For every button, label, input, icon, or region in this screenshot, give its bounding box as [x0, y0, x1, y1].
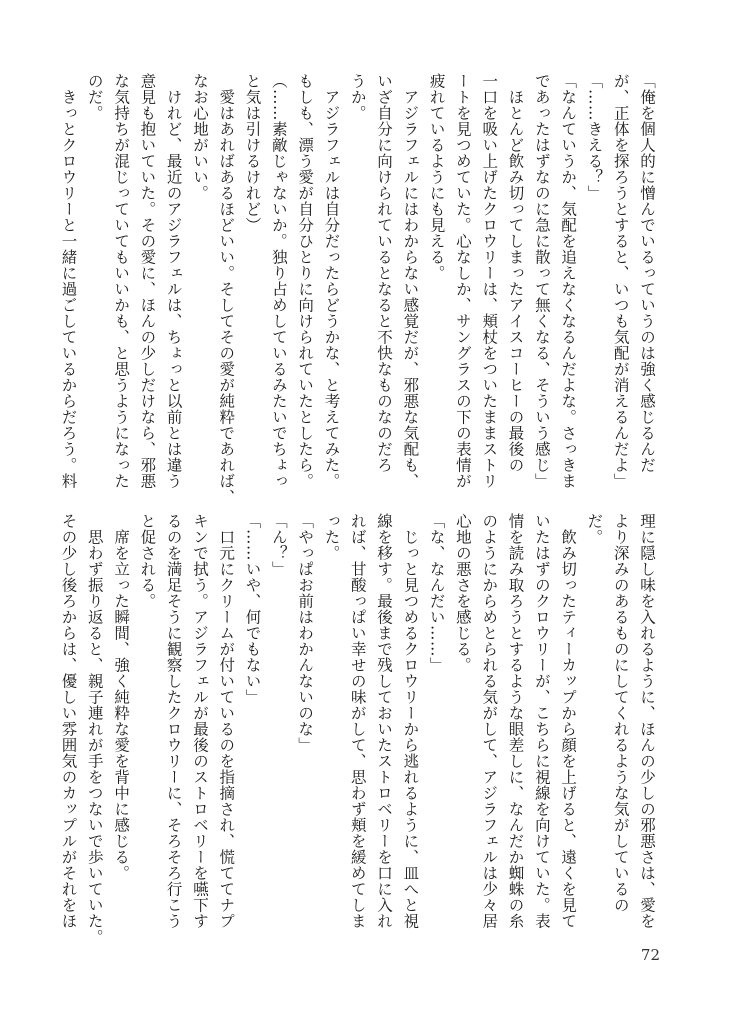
upper-line: なお心地がいい。 [190, 73, 209, 201]
upper-line: 「……きえる？」 [585, 73, 604, 201]
upper-line: （……素敵じゃないか。独り占めしているみたいでちょっ [269, 73, 288, 489]
lower-line: より深みのあるものにしてくれるような気がしているの [611, 513, 630, 913]
upper-line: 愛はあればあるほどいい。そしてその愛が純粋であれば、 [217, 73, 236, 505]
upper-line: のだ。 [85, 73, 104, 121]
page-number: 72 [640, 946, 660, 964]
upper-line: 意見も抱いていた。その愛に、ほんの少しだけなら、邪悪 [138, 73, 157, 489]
lower-line: キンで拭う。アジラフェルが最後のストロベリーを嚥下す [190, 513, 209, 929]
lower-line: 情を読み取ろうとするような眼差しに、なんだか蜘蛛の糸 [506, 513, 525, 929]
upper-line: 疲れているようにも見える。 [427, 73, 446, 281]
lower-line: と促される。 [138, 513, 157, 609]
lower-line: 思わず振り返ると、親子連れが手をつないで歩いていた。 [85, 513, 104, 945]
lower-line: その少し後ろからは、優しい雰囲気のカップルがそれをほ [59, 513, 78, 929]
lower-line: 口元にクリームが付いているのを指摘され、慌ててナプ [217, 513, 236, 929]
lower-line: 席を立った瞬間、強く純粋な愛を背中に感じる。 [112, 513, 131, 881]
lower-line: 「な、なんだい……」 [427, 513, 446, 673]
upper-line: きっとクロウリーと一緒に過ごしているからだろう。料 [59, 73, 78, 489]
upper-line: な気持ちが混じっていてもいいかも、と思うようになった [112, 73, 131, 489]
lower-line: だ。 [585, 513, 604, 545]
upper-line: 「なんていうか、気配を追えなくなるんだよな。さっきま [559, 73, 578, 489]
upper-line: アジラフェルは自分だったらどうかな、と考えてみた。 [322, 73, 341, 489]
upper-line: けれど、最近のアジラフェルは、ちょっと以前とは違う [164, 73, 183, 489]
lower-line: じっと見つめるクロウリーから逃れるように、皿へと視 [401, 513, 420, 929]
upper-line: 「俺を個人的に憎んでいるっていうのは強く感じるんだ [638, 73, 656, 473]
upper-line: ほとんど飲み切ってしまったアイスコーヒーの最後の [506, 73, 525, 473]
upper-line: ートを見つめていた。心なしか、サングラスの下の表情が [453, 73, 472, 489]
lower-line: 理に隠し味を入れるように、ほんの少しの邪悪さは、愛を [638, 513, 656, 929]
upper-line: と気は引けるけれど） [243, 73, 262, 233]
upper-line: いざ自分に向けられているとなると不快なものなのだろ [375, 73, 394, 473]
upper-line: アジラフェルにはわからない感覚だが、邪悪な気配も、 [401, 73, 420, 489]
upper-line: 一口を吸い上げたクロウリーは、頬杖をついたままストリ [480, 73, 499, 489]
upper-line: うか。 [348, 73, 367, 121]
lower-line: のようにからめとられる気がして、アジラフェルは少々居 [480, 513, 499, 929]
lower-line: 「……いや、何でもない」 [243, 513, 262, 705]
lower-line: 線を移す。最後まで残しておいたストロベリーを口に入れ [375, 513, 394, 929]
upper-line: であったはずなのに急に散って無くなる、そういう感じ」 [532, 73, 551, 489]
upper-line: が、正体を探ろうとすると、いつも気配が消えるんだよ」 [611, 73, 630, 489]
lower-line: れば、甘酸っぱい幸せの味がして、思わず頬を緩めてしま [348, 513, 367, 929]
lower-line: った。 [322, 513, 341, 561]
lower-line: いたはずのクロウリーが、こちらに視線を向けていた。表 [532, 513, 551, 929]
lower-line: るのを満足そうに観察したクロウリーに、そろそろ行こう [164, 513, 183, 929]
upper-text-block [55, 73, 660, 503]
upper-line: もしも、漂う愛が自分ひとりに向けられていたとしたら。 [296, 73, 315, 489]
lower-text-block [55, 513, 660, 943]
lower-line: 「ん？」 [269, 513, 288, 577]
lower-line: 心地の悪さを感じる。 [453, 513, 472, 673]
lower-line: 「やっぱお前はわかんないのな」 [296, 513, 315, 753]
lower-line: 飲み切ったティーカップから顔を上げると、遠くを見て [559, 513, 578, 929]
